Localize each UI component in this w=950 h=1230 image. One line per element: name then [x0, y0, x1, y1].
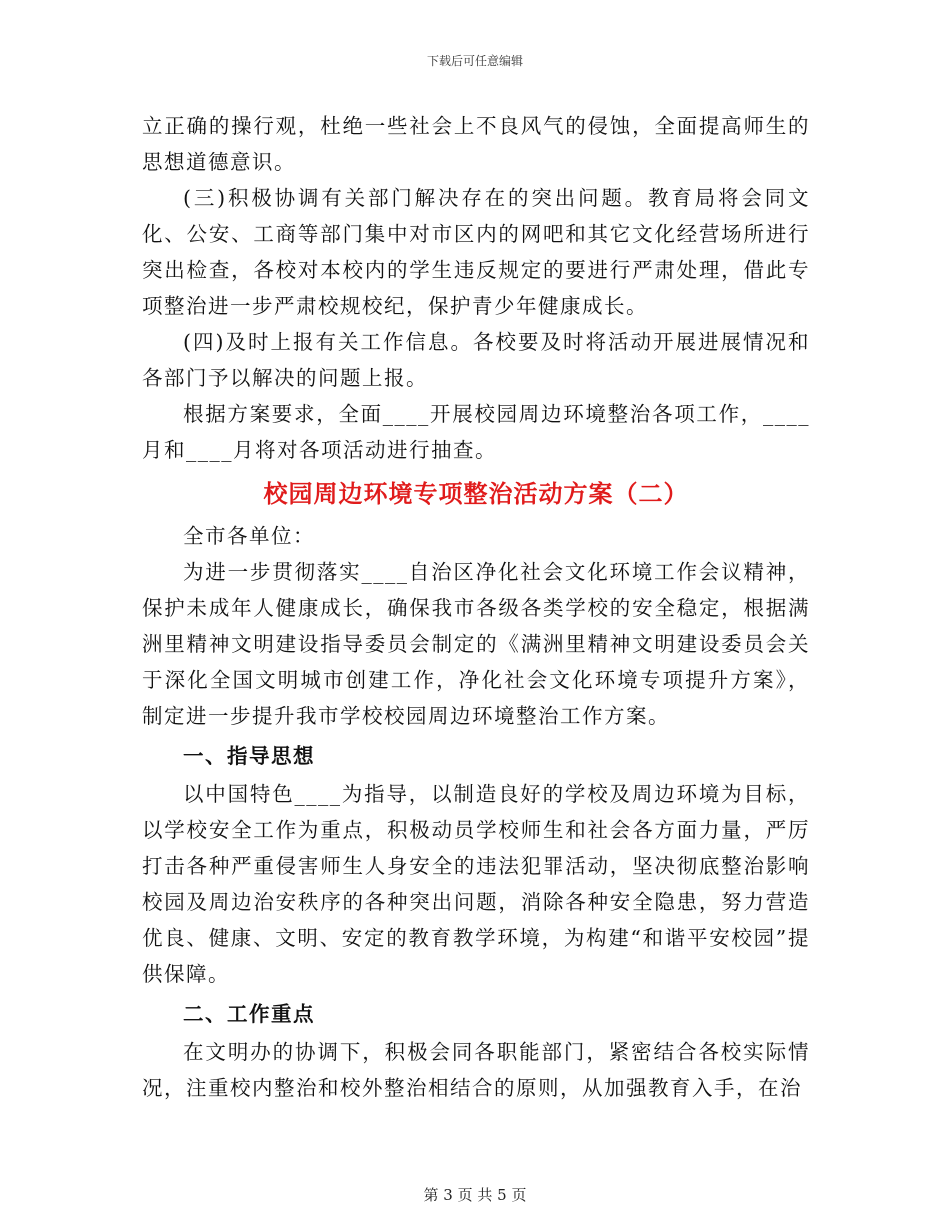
paragraph-plan-requirements: 根据方案要求，全面____开展校园周边环境整治各项工作，____月和____月将对各项活动进行抽查。 [142, 402, 810, 462]
salutation: 全市各单位： [183, 524, 315, 548]
paragraph-intro: 为进一步贯彻落实____自治区净化社会文化环境工作会议精神，保护未成年人健康成长，确保我市各级各类学校的安全稳定，根据满洲里精神文明建设指导委员会制定的《满洲里精神文明建设委员会关于深化全国文明城市创建工作，净化社会文化环境专项提升方案》，制定进一步提升我市学校校园周边环境整治工作方案。 [142, 560, 810, 728]
document-body [142, 108, 810, 1106]
heading-work-focus: 二、工作重点 [183, 1002, 315, 1026]
paragraph-work-focus: 在文明办的协调下，积极会同各职能部门，紧密结合各校实际情况，注重校内整治和校外整治相结合的原则，从加强教育入手，在治 [142, 1040, 810, 1100]
paragraph-item-3: (三)积极协调有关部门解决存在的突出问题。教育局将会同文化、公安、工商等部门集中对市区内的网吧和其它文化经营场所进行突出检查，各校对本校内的学生违反规定的要进行严肃处理，借此专项整治进一步严肃校规校纪，保护青少年健康成长。 [142, 186, 810, 318]
heading-guiding-ideology: 一、指导思想 [183, 744, 315, 768]
page-header: 下载后可任意编辑 [426, 54, 523, 68]
paragraph-guiding-ideology: 以中国特色____为指导，以制造良好的学校及周边环境为目标，以学校安全工作为重点，积极动员学校师生和社会各方面力量，严厉打击各种严重侵害师生人身安全的违法犯罪活动，坚决彻底整治影响校园及周边治安秩序的各种突出问题，消除各种安全隐患，努力营造优良、健康、文明、安定的教育教学环境，为构建“和谐平安校园”提供保障。 [142, 782, 810, 986]
paragraph-continuation: 立正确的操行观，杜绝一些社会上不良风气的侵蚀，全面提高师生的思想道德意识。 [142, 114, 810, 174]
page-footer: 第 3 页 共 5 页 [423, 1186, 527, 1204]
paragraph-item-4: (四)及时上报有关工作信息。各校要及时将活动开展进展情况和各部门予以解决的问题上报。 [142, 330, 810, 390]
section-title: 校园周边环境专项整治活动方案（二） [263, 479, 689, 508]
